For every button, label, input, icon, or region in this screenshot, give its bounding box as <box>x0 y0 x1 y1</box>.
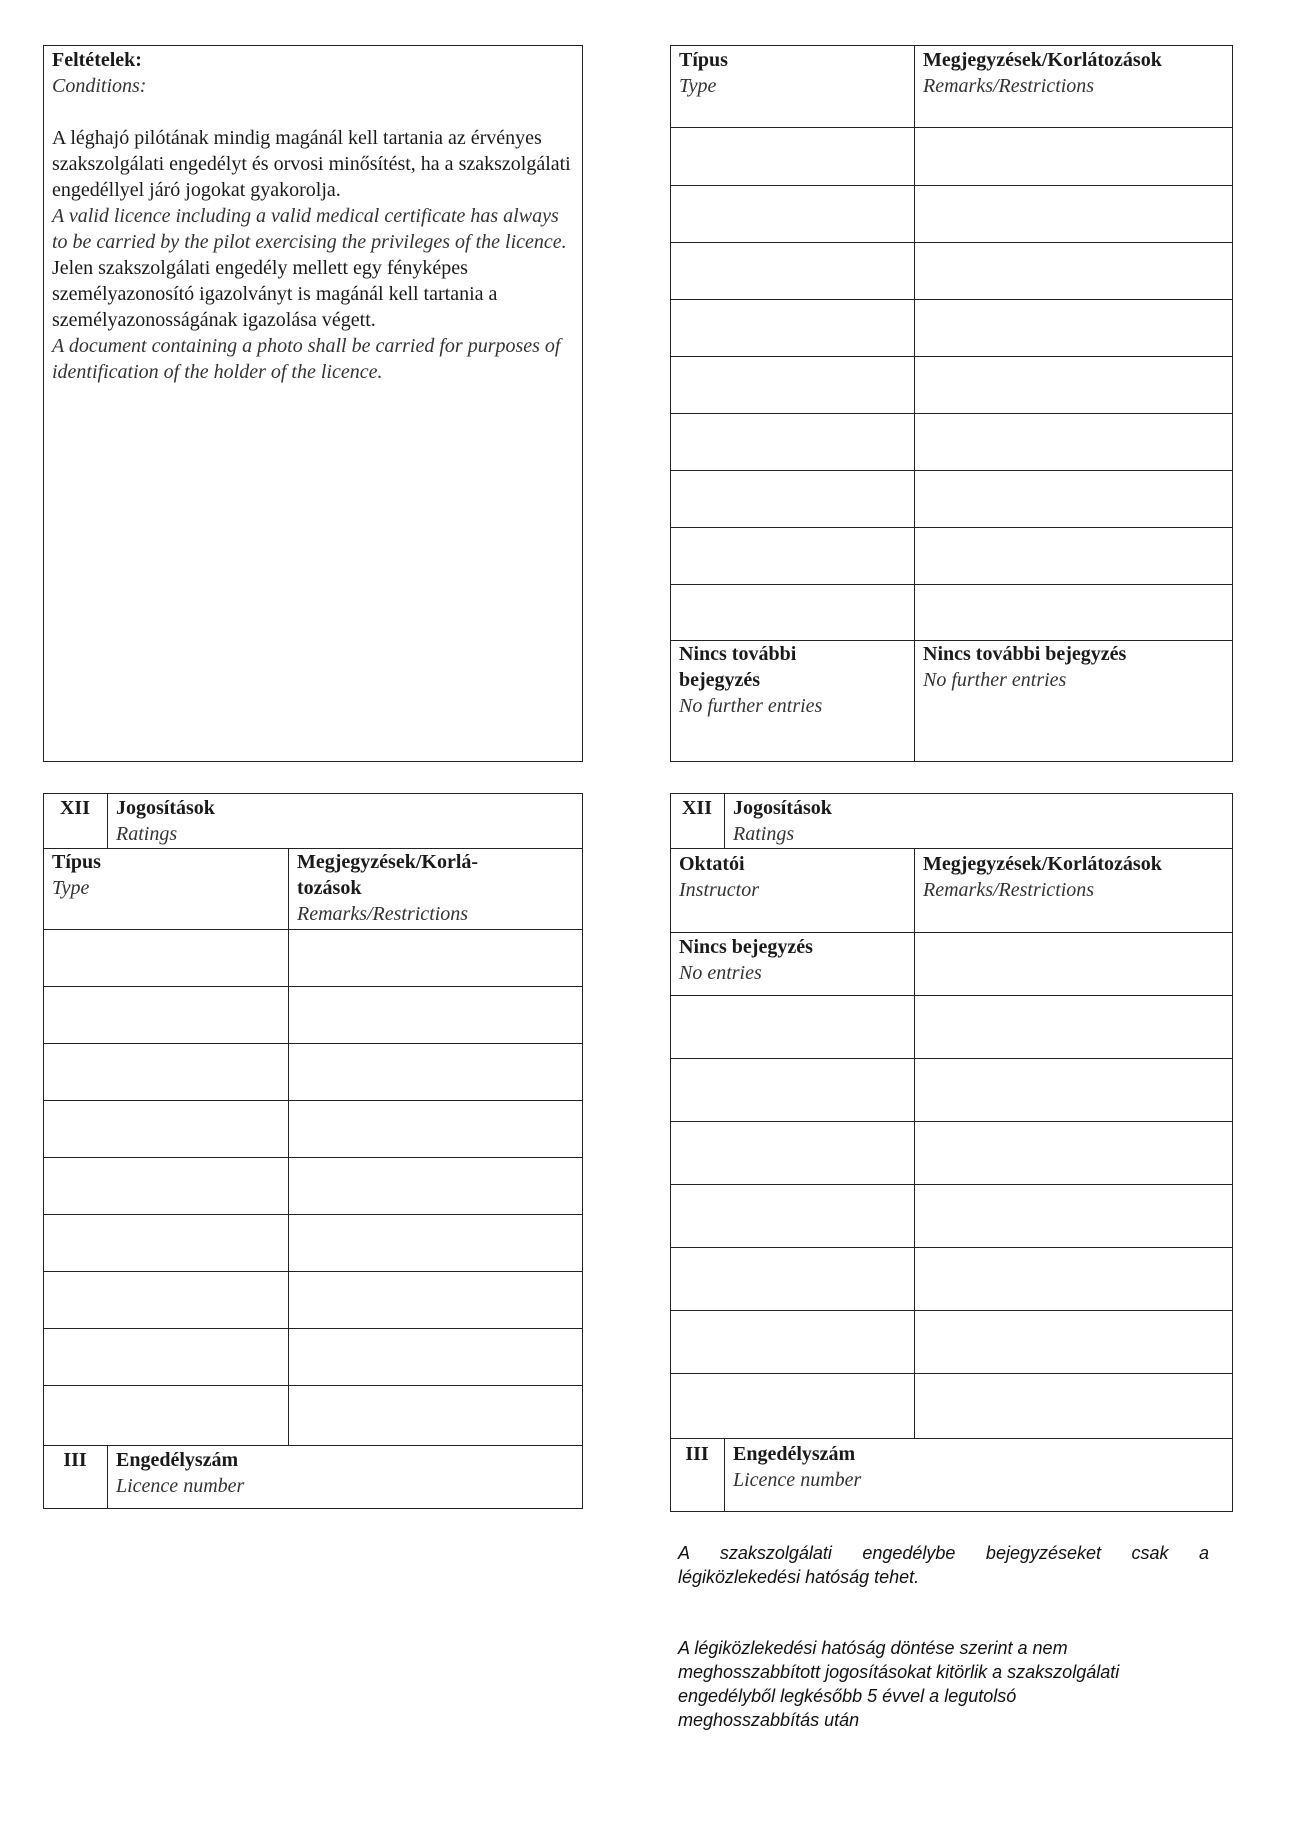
top-right-col1-header <box>679 47 728 99</box>
bottom-left-footer-line <box>43 1445 583 1446</box>
top-right-column-divider <box>914 45 915 762</box>
conditions-paragraph-1-en: A valid licence including a valid medical certificate has always to be carried by the pilot exercising the privileges of the licence. <box>52 205 567 253</box>
section-title: Jogosítások <box>733 797 832 819</box>
licence-number-label <box>733 1441 861 1493</box>
bottom-left-header-line <box>43 929 583 930</box>
section-heading <box>733 795 832 847</box>
licence-number-label <box>116 1447 244 1499</box>
col-sub-remarks: Remarks/Restrictions <box>297 903 469 925</box>
table-row-line <box>670 1247 1233 1248</box>
table-row-line <box>670 527 1233 528</box>
table-row-line <box>670 1310 1233 1311</box>
col-title-remarks: Megjegyzések/Korlátozások <box>923 853 1162 875</box>
table-row-line <box>670 356 1233 357</box>
licence-number-sub: Licence number <box>116 1475 245 1497</box>
note-line: A szakszolgálati engedélybe bejegyzéseket csak a <box>678 1543 1209 1563</box>
table-row-line <box>43 1214 583 1215</box>
section-header-line <box>670 848 1233 849</box>
no-further-entries-title-2: bejegyzés <box>679 669 761 691</box>
note-line: engedélyből legkésőbb 5 évvel a legutolsó <box>678 1686 1017 1706</box>
table-row-line <box>43 1100 583 1101</box>
note-line: A légiközlekedési hatóság döntése szerint a nem <box>678 1638 1068 1658</box>
conditions-paragraph-2-hu: Jelen szakszolgálati engedély mellett egy fényképes személyazonosító igazolványt is magánál kell tartania a személyazonosságának igazolása végett. <box>52 257 498 331</box>
table-row-line <box>670 470 1233 471</box>
bottom-left-col1-header <box>52 849 101 901</box>
section-sub: Ratings <box>733 823 795 845</box>
bottom-right-col1-header <box>679 851 759 903</box>
note-ratings-removal <box>678 1636 1209 1732</box>
top-right-header-line <box>670 127 1233 128</box>
col-title-type: Típus <box>679 49 728 71</box>
table-row-line <box>670 1058 1233 1059</box>
no-further-entries-sub: No further entries <box>923 669 1067 691</box>
table-row-line <box>670 413 1233 414</box>
bottom-left-column-divider <box>288 848 289 1445</box>
note-authority-entries <box>678 1541 1209 1589</box>
table-row-line <box>670 1121 1233 1122</box>
col-title-type: Típus <box>52 851 101 873</box>
table-row-line <box>670 299 1233 300</box>
no-further-entries-sub: No further entries <box>679 695 823 717</box>
col-title-remarks-2: tozások <box>297 877 362 899</box>
table-row-line <box>670 242 1233 243</box>
licence-number-title: Engedélyszám <box>733 1443 856 1465</box>
col-sub-remarks: Remarks/Restrictions <box>923 75 1095 97</box>
footer-number: III <box>63 1449 87 1471</box>
section-heading <box>116 795 215 847</box>
col-sub-remarks: Remarks/Restrictions <box>923 879 1095 901</box>
licence-number-title: Engedélyszám <box>116 1449 239 1471</box>
licence-number-sub: Licence number <box>733 1469 862 1491</box>
section-sub: Ratings <box>116 823 178 845</box>
col-sub-type: Type <box>679 75 717 97</box>
table-row-line <box>43 1043 583 1044</box>
bottom-right-header-line <box>670 932 1233 933</box>
col-sub-instructor: Instructor <box>679 879 759 901</box>
footer-number: III <box>685 1443 709 1465</box>
no-further-entries-title: Nincs további bejegyzés <box>923 643 1127 665</box>
note-line: meghosszabbítás után <box>678 1710 860 1730</box>
col-title-instructor: Oktatói <box>679 853 745 875</box>
table-row-line <box>43 986 583 987</box>
table-row-line <box>670 584 1233 585</box>
table-row-line <box>43 1328 583 1329</box>
table-row-line <box>670 1373 1233 1374</box>
top-right-footer-right <box>923 641 1126 693</box>
note-line: légiközlekedési hatóság tehet. <box>678 1567 920 1587</box>
note-line: meghosszabbított jogosításokat kitörlik a szakszolgálati <box>678 1662 1120 1682</box>
conditions-paragraph-2-en: A document containing a photo shall be carried for purposes of identification of the holder of the licence. <box>52 335 561 383</box>
section-number: XII <box>681 797 712 819</box>
table-row-line <box>43 1385 583 1386</box>
conditions-title: Feltételek: <box>52 49 142 71</box>
table-row-line <box>670 995 1233 996</box>
section-number: XII <box>59 797 90 819</box>
col-title-remarks-1: Megjegyzések/Korlá- <box>297 851 479 873</box>
no-entries-sub: No entries <box>679 962 762 984</box>
conditions-paragraph-1-hu: A léghajó pilótának mindig magánál kell tartania az érvényes szakszolgálati engedélyt és orvosi minősítést, ha a szakszolgálati engedéllyel járó jogokat gyakorolja. <box>52 127 571 201</box>
top-right-col2-header <box>923 47 1162 99</box>
table-row-line <box>43 1271 583 1272</box>
table-row-line <box>43 1157 583 1158</box>
conditions-text <box>52 47 572 385</box>
no-further-entries-title-1: Nincs további <box>679 643 797 665</box>
top-right-footer-left <box>679 641 822 719</box>
no-entries-cell <box>679 934 813 986</box>
col-title-remarks: Megjegyzések/Korlátozások <box>923 49 1162 71</box>
no-entries-title: Nincs bejegyzés <box>679 936 813 958</box>
bottom-right-column-divider <box>914 848 915 1438</box>
bottom-right-col2-header <box>923 851 1162 903</box>
footer-number-divider <box>724 1438 725 1512</box>
table-row-line <box>670 1184 1233 1185</box>
section-number-divider <box>724 793 725 848</box>
conditions-title-en: Conditions: <box>52 75 147 97</box>
bottom-left-col2-header <box>297 849 478 927</box>
table-row-line <box>670 185 1233 186</box>
section-title: Jogosítások <box>116 797 215 819</box>
col-sub-type: Type <box>52 877 90 899</box>
bottom-right-footer-line <box>670 1438 1233 1439</box>
footer-number-divider <box>107 1445 108 1509</box>
section-number-divider <box>107 793 108 848</box>
